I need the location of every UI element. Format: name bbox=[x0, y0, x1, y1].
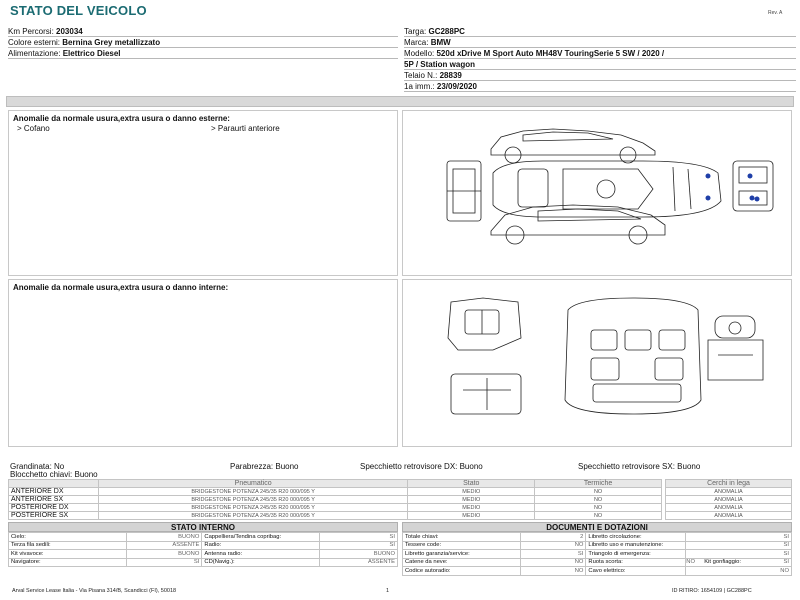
modello-row: Modello: 520d xDrive M Sport Auto MH48V TouringSerie 5 SW / 2020 / bbox=[404, 48, 796, 59]
damage-marker bbox=[706, 174, 711, 179]
table-row: Catene da neve: NO Ruota scorta: NO Kit gonfiaggio: SI bbox=[403, 558, 792, 567]
section-separator bbox=[6, 96, 794, 107]
car-side-view-bottom bbox=[491, 205, 665, 244]
table-row: ANOMALIA bbox=[666, 488, 792, 496]
revision-label: Rev. A bbox=[768, 10, 783, 16]
documenti-title: DOCUMENTI E DOTAZIONI bbox=[402, 522, 792, 532]
telaio-row: Telaio N.: 28839 bbox=[404, 70, 796, 81]
table-row: Tessere code: NO Libretto uso e manutenzione: SI bbox=[403, 541, 792, 550]
immatricolazione-row: 1a imm.: 23/09/2020 bbox=[404, 81, 796, 92]
dashboard-view bbox=[708, 316, 763, 380]
front-seat-view bbox=[448, 298, 521, 350]
footer-company: Arval Service Lease Italia - Via Pisana 314/B, Scandicci (FI), 50018 bbox=[12, 588, 177, 594]
table-row: Libretto garanzia/service: SI Triangolo di emergenza: SI bbox=[403, 550, 792, 559]
modello-row-2: 5P / Station wagon bbox=[404, 59, 796, 70]
marca-row: Marca: BMW bbox=[404, 37, 796, 48]
colore-row: Colore esterni: Bernina Grey metallizzato bbox=[8, 37, 398, 48]
summary-grandinata: Grandinata: No bbox=[10, 462, 65, 471]
table-row: POSTERIORE SX BRIDGESTONE POTENZA 245/35 R20 000/095 Y MEDIO NO bbox=[9, 512, 662, 520]
table-row: ANTERIORE SX BRIDGESTONE POTENZA 245/35 R20 000/095 Y MEDIO NO bbox=[9, 496, 662, 504]
internal-car-diagram bbox=[402, 279, 792, 447]
table-row: Codice autoradio: NO Cavo elettrico: NO bbox=[403, 567, 792, 576]
documenti-section bbox=[402, 522, 792, 576]
stato-interno-table bbox=[8, 532, 398, 567]
cabin-top-view bbox=[565, 298, 701, 414]
external-damage-item: > Cofano bbox=[17, 124, 50, 133]
car-front-view bbox=[733, 161, 773, 211]
tyres-header-stato: Stato bbox=[408, 480, 535, 488]
tyres-table bbox=[8, 479, 662, 520]
external-damage-panel bbox=[8, 110, 398, 276]
rims-table bbox=[665, 479, 792, 520]
internal-damage-title: Anomalie da normale usura,extra usura o danno interne: bbox=[13, 283, 229, 292]
summary-blocchetto: Blocchetto chiavi: Buono bbox=[10, 470, 98, 479]
table-row: Cielo: BUONO Cappelliera/Tendina copribag: SI bbox=[9, 533, 398, 542]
tyres-header-termiche: Termiche bbox=[535, 480, 662, 488]
vehicle-info-left bbox=[8, 26, 398, 59]
stato-interno-title: STATO INTERNO bbox=[8, 522, 398, 532]
vehicle-info-right bbox=[404, 26, 796, 92]
table-row: ANOMALIA bbox=[666, 512, 792, 520]
tyres-header-row bbox=[9, 480, 662, 488]
targa-row: Targa: GC288PC bbox=[404, 26, 796, 37]
rims-header: Cerchi in lega bbox=[666, 480, 792, 488]
documenti-table bbox=[402, 532, 792, 576]
table-row: Kit vivavoce: BUONO Antenna radio: BUONO bbox=[9, 550, 398, 559]
alimentazione-row: Alimentazione: Elettrico Diesel bbox=[8, 48, 398, 59]
table-row: ANOMALIA bbox=[666, 496, 792, 504]
table-row: Navigatore: SI CD(Navig.): ASSENTE bbox=[9, 558, 398, 567]
stato-interno-section bbox=[8, 522, 398, 567]
page-title: STATO DEL VEICOLO bbox=[10, 3, 147, 18]
car-interior-wireframe bbox=[403, 280, 793, 448]
summary-specchietto-dx: Specchietto retrovisore DX: Buono bbox=[360, 462, 483, 471]
car-side-view-top bbox=[491, 129, 655, 163]
damage-marker bbox=[706, 196, 711, 201]
car-rear-view bbox=[447, 161, 481, 221]
table-row: Terza fila sedili: ASSENTE Radio: SI bbox=[9, 541, 398, 550]
damage-marker bbox=[748, 174, 753, 179]
table-row: ANOMALIA bbox=[666, 504, 792, 512]
rear-seat-view bbox=[451, 374, 521, 414]
km-row: Km Percorsi: 203034 bbox=[8, 26, 398, 37]
damage-marker bbox=[750, 196, 755, 201]
table-row: ANTERIORE DX BRIDGESTONE POTENZA 245/35 R20 000/095 Y MEDIO NO bbox=[9, 488, 662, 496]
external-damage-title: Anomalie da normale usura,extra usura o danno esterne: bbox=[13, 114, 230, 123]
summary-specchietto-sx: Specchietto retrovisore SX: Buono bbox=[578, 462, 701, 471]
table-row: POSTERIORE DX BRIDGESTONE POTENZA 245/35 R20 000/095 Y MEDIO NO bbox=[9, 504, 662, 512]
footer-page-number: 1 bbox=[386, 588, 390, 594]
external-car-diagram bbox=[402, 110, 792, 276]
external-damage-item: > Paraurti anteriore bbox=[211, 124, 280, 133]
internal-damage-panel bbox=[8, 279, 398, 447]
tyres-header-pneumatico: Pneumatico bbox=[98, 480, 407, 488]
damage-marker bbox=[755, 197, 760, 202]
footer-id: ID RITIRO: 1654109 | GC288PC bbox=[672, 588, 752, 594]
car-exterior-wireframe bbox=[403, 111, 793, 277]
summary-parabrezza: Parabrezza: Buono bbox=[230, 462, 299, 471]
table-row: Totale chiavi: 2 Libretto circolazione: SI bbox=[403, 533, 792, 542]
